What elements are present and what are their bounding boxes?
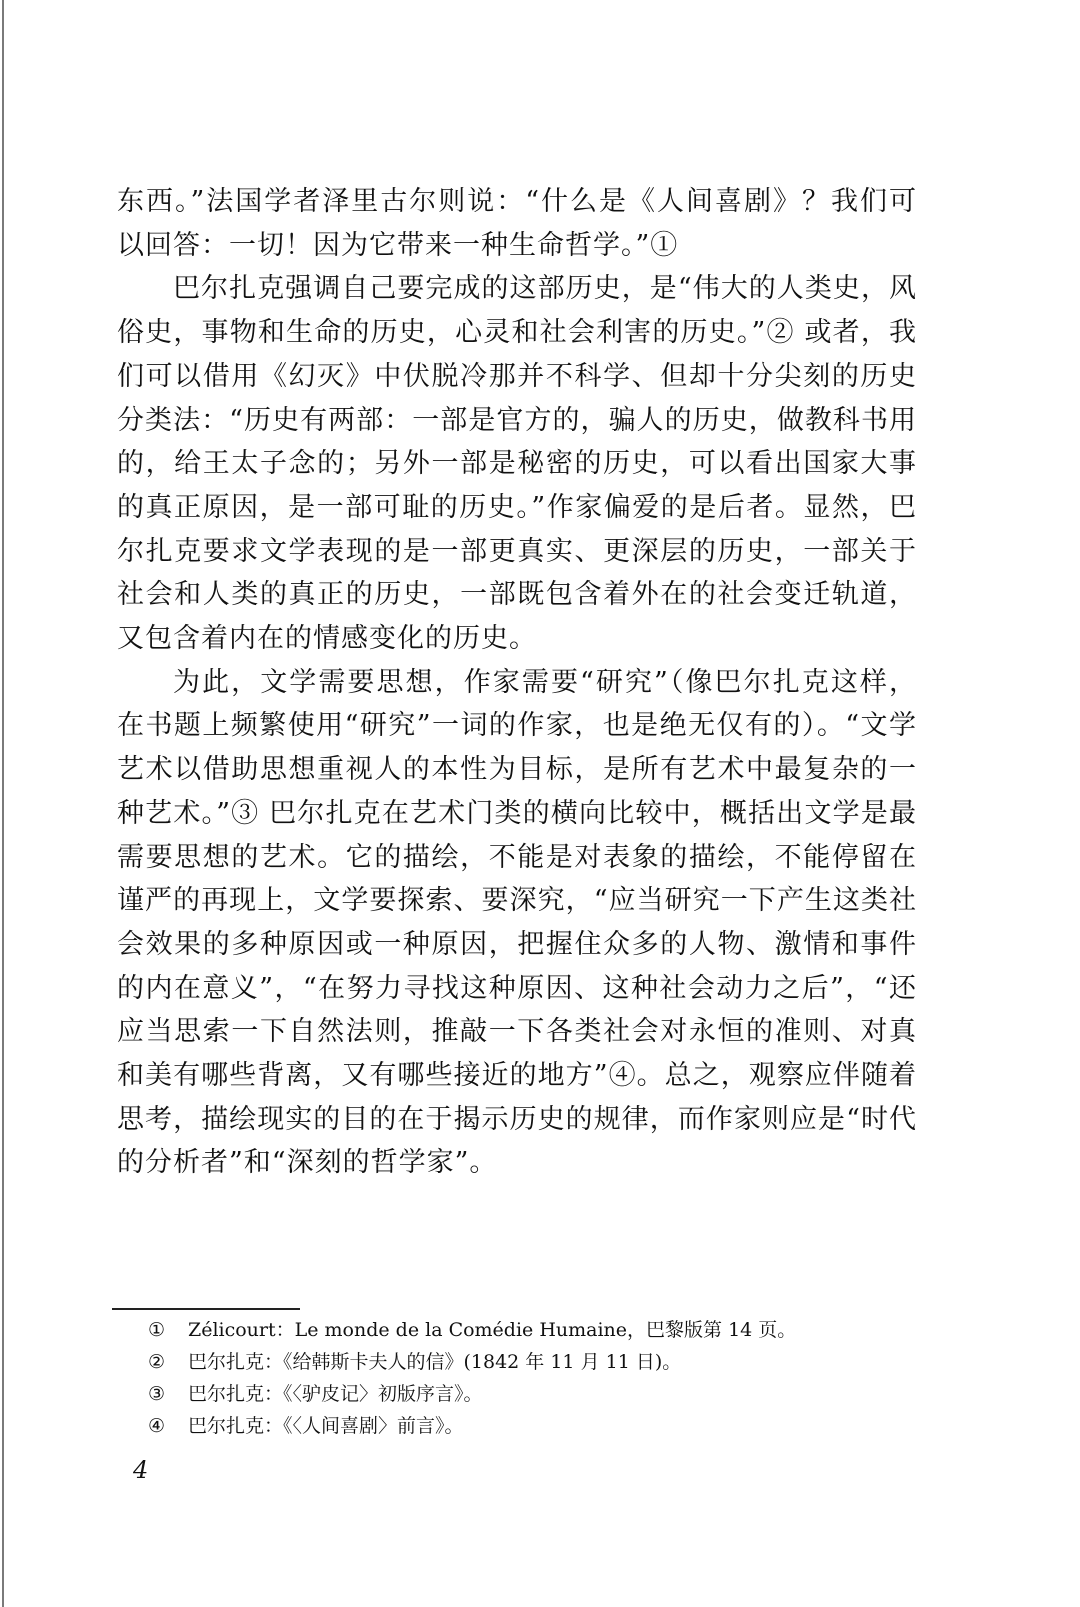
paragraph: 为此，文学需要思想，作家需要“研究”（像巴尔扎克这样，在书题上频繁使用“研究”一词的作家，也是绝无仅有的）。“文学艺术以借助思想重视人的本性为目标，是所有艺术中最复杂的一种艺术。”③ 巴尔扎克在艺术门类的横向比较中，概括出文学是最需要思想的艺术。它的描绘，不能是对表象的描绘，不能停留在谨严的再现上，文学要探索、要深究，“应当研究一下产生这类社会效果的多种原因或一种原因，把握住众多的人物、激情和事件的内在意义”，“在努力寻找这种原因、这种社会动力之后”，“还应当思索一下自然法则，推敲一下各类社会对永恒的准则、对真和美有哪些背离，又有哪些接近的地方”④。总之，观察应伴随着思考，描绘现实的目的在于揭示历史的规律，而作家则应是“时代的分析者”和“深刻的哲学家”。 (117, 666, 917, 1179)
footnote-mark: ③ (148, 1383, 166, 1405)
footnote-text: Zélicourt：Le monde de la Comédie Humaine，巴黎版第 14 页。 (188, 1319, 797, 1341)
body-text (117, 180, 917, 1185)
footnote-separator (112, 1308, 300, 1310)
footnote-mark: ① (148, 1319, 166, 1341)
footnote-mark: ② (148, 1351, 166, 1373)
footnote-text: 巴尔扎克：《〈驴皮记〉初版序言》。 (188, 1383, 483, 1405)
footnote (148, 1314, 908, 1346)
footnote (148, 1346, 908, 1378)
footnote (148, 1378, 908, 1410)
paragraph: 巴尔扎克强调自己要完成的这部历史，是“伟大的人类史，风俗史，事物和生命的历史，心灵和社会利害的历史。”② 或者，我们可以借用《幻灭》中伏脱冷那并不科学、但却十分尖刻的历史分类法：“历史有两部：一部是官方的，骗人的历史，做教科书用的，给王太子念的；另外一部是秘密的历史，可以看出国家大事的真正原因，是一部可耻的历史。”作家偏爱的是后者。显然，巴尔扎克要求文学表现的是一部更真实、更深层的历史，一部关于社会和人类的真正的历史，一部既包含着外在的社会变迁轨道，又包含着内在的情感变化的历史。 (117, 273, 917, 655)
footnote (148, 1410, 908, 1442)
footnotes (148, 1314, 908, 1442)
footnote-mark: ④ (148, 1415, 166, 1437)
footnote-text: 巴尔扎克：《〈人间喜剧〉前言》。 (188, 1415, 464, 1437)
paragraph: 东西。”法国学者泽里古尔则说：“什么是《人间喜剧》？我们可以回答：一切！因为它带来一种生命哲学。”① (117, 186, 917, 261)
footnote-text: 巴尔扎克：《给韩斯卡夫人的信》(1842 年 11 月 11 日)。 (188, 1351, 682, 1373)
page-number: 4 (133, 1456, 149, 1484)
